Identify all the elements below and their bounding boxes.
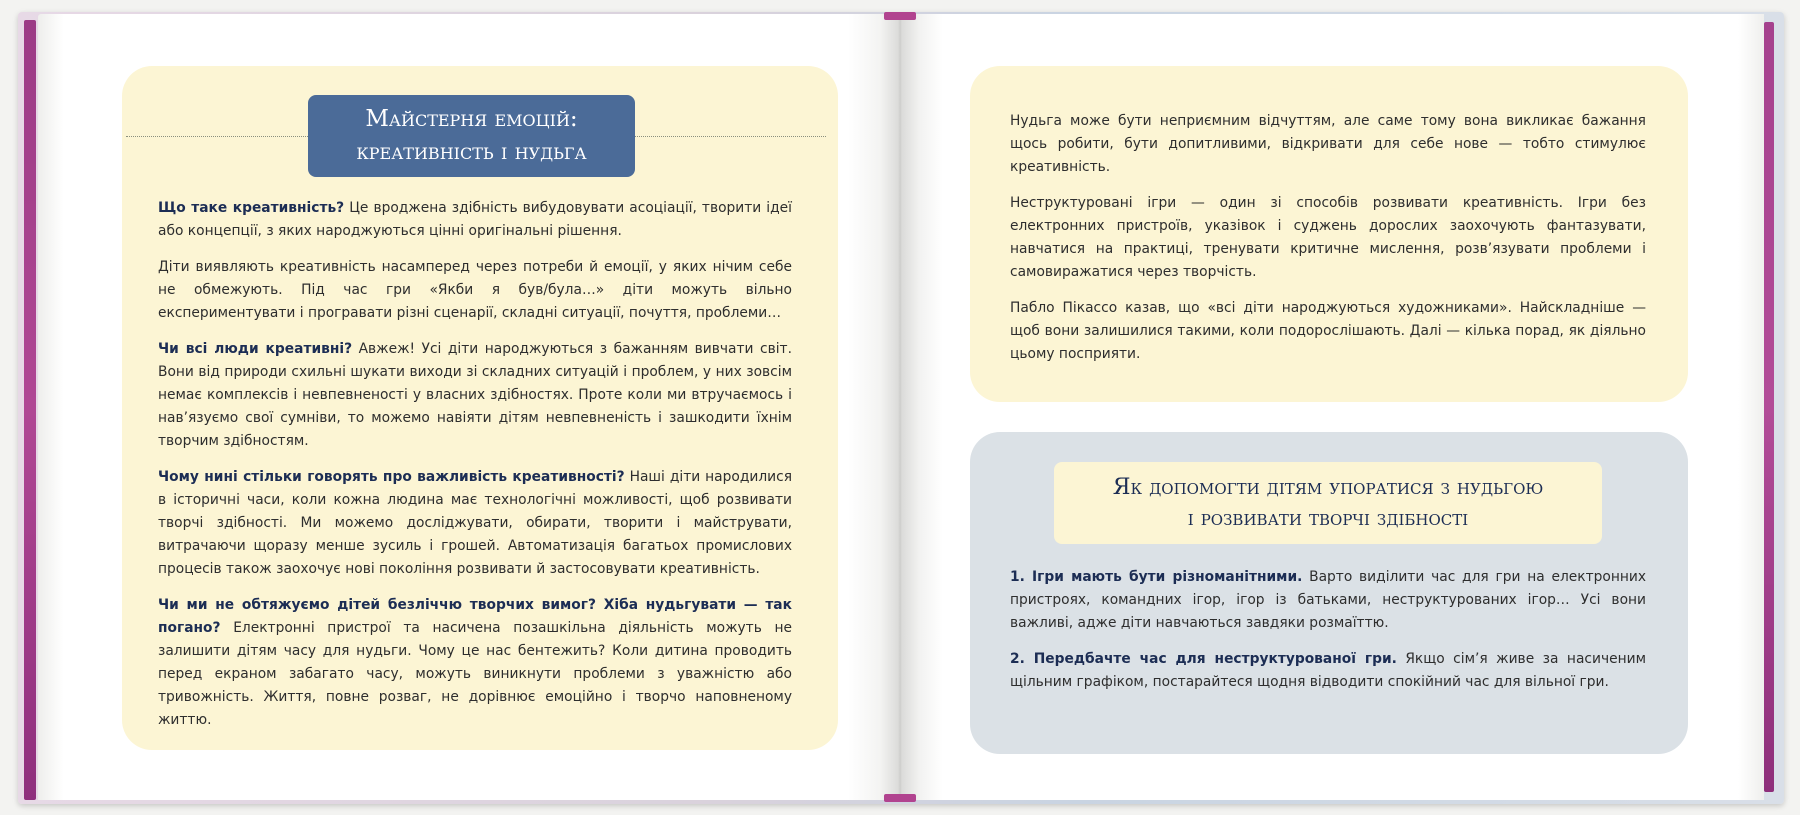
tips-title-line-1: Як допомогти дітям упоратися з нудьгою (1112, 475, 1544, 500)
section-title-box (308, 95, 635, 177)
paragraph (158, 256, 792, 325)
spine-mark-bottom (884, 794, 916, 802)
cover-edge-right (1764, 22, 1774, 792)
section-title-line-2: креативність і нудьга (356, 139, 587, 165)
paragraph (158, 197, 792, 243)
paragraph-body: Електронні пристрої та насичена позашкільна діяльність можуть не залишити дітям часу для нудьги. Чому це нас бентежить? Коли дитина проводить перед екраном забагато часу, можуть виникнути проблеми з уважністю або тривожність. Життя, повне розваг, не дорівнює емоційно і творчо наповненому життю. (158, 620, 792, 728)
paragraph-body: Діти виявляють креативність насамперед через потреби й емоції, у яких нічим себе не обмежують. Під час гри «Якби я був/була…» діти можуть вільно експериментувати і програвати різні сценарії, складні ситуації, почуття, проблеми… (158, 259, 792, 321)
paragraph (158, 466, 792, 581)
tip-item (1010, 566, 1646, 635)
paragraph-body: Наші діти народилися в історичні часи, коли кожна людина має технологічні можливості, щоб розвивати творчі здібності. Ми можемо досліджувати, обирати, творити і майструвати, витрачаючи щоразу менше зусиль і грошей. Автоматизація багатьох промислових процесів також заохочує нові покоління розвивати й застосовувати креативність. (158, 469, 792, 577)
right-intro-text (1010, 110, 1646, 379)
paragraph (158, 338, 792, 453)
tips-text (1010, 566, 1646, 707)
left-body-text (158, 197, 792, 745)
tip-body: Якщо сім’я живе за насиченим щільним графіком, постарайтеся щодня відводити спокійний час для вільної гри. (1010, 651, 1646, 690)
paragraph-question: Чи ми не обтяжуємо дітей безліччю творчих вимог? Хіба нудьгувати — так погано? (158, 597, 792, 636)
tips-title-line-2: і розвивати творчі здібності (1187, 506, 1469, 531)
paragraph: Нудьга може бути неприємним відчуттям, але саме тому вона викликає бажання щось робити, бути допитливими, відкривати для себе нове — тобто стимулює креативність. (1010, 113, 1646, 175)
spine-mark-top (884, 12, 916, 20)
tips-title-box (1054, 462, 1602, 544)
paragraph-body: Авжеж! Усі діти народжуються з бажанням вивчати світ. Вони від природи схильні шукати виходи зі складних ситуацій і проблем, у них зовсім немає комплексів і невпевненості у власних здібностях. Проте коли ми втручаємось і нав’язуємо свої сумніви, то можемо навіяти дітям невпевненість і зашкодити їхнім творчим здібностям. (158, 341, 792, 449)
tip-heading: 2. Передбачте час для неструктурованої гри. (1010, 651, 1397, 667)
tip-item (1010, 648, 1646, 694)
paragraph-question: Що таке креативність? (158, 200, 345, 216)
paragraph-question: Чому нині стільки говорять про важливість креативності? (158, 469, 625, 485)
paragraph-body: Це вроджена здібність вибудовувати асоціації, творити ідеї або концепції, з яких народжуються цінні оригінальні рішення. (158, 200, 793, 239)
book-gutter (880, 14, 920, 800)
tip-body: Варто виділити час для гри на електронних пристроях, командних ігор, ігор із батьками, неструктурованих ігор… Усі вони важливі, адже діти навчаються завдяки розмаїттю. (1010, 569, 1646, 631)
paragraph: Пабло Пікассо казав, що «всі діти народжуються художниками». Найскладніше — щоб вони залишилися такими, коли подорослішають. Далі — кілька порад, як діяльно цьому посприяти. (1010, 300, 1646, 362)
cover-edge-left (24, 20, 36, 800)
paragraph (158, 594, 792, 732)
section-title-line-1: Майстерня емоцій: (365, 106, 578, 132)
tip-heading: 1. Ігри мають бути різноманітними. (1010, 569, 1303, 585)
paragraph-question: Чи всі люди креативні? (158, 341, 353, 357)
paragraph: Неструктуровані ігри — один зі способів розвивати креативність. Ігри без електронних пристроїв, указівок і суджень дорослих заохочують фантазувати, навчатися на практиці, тренувати критичне мислення, розв’язувати проблеми і самовиражатися через творчість. (1010, 195, 1646, 280)
